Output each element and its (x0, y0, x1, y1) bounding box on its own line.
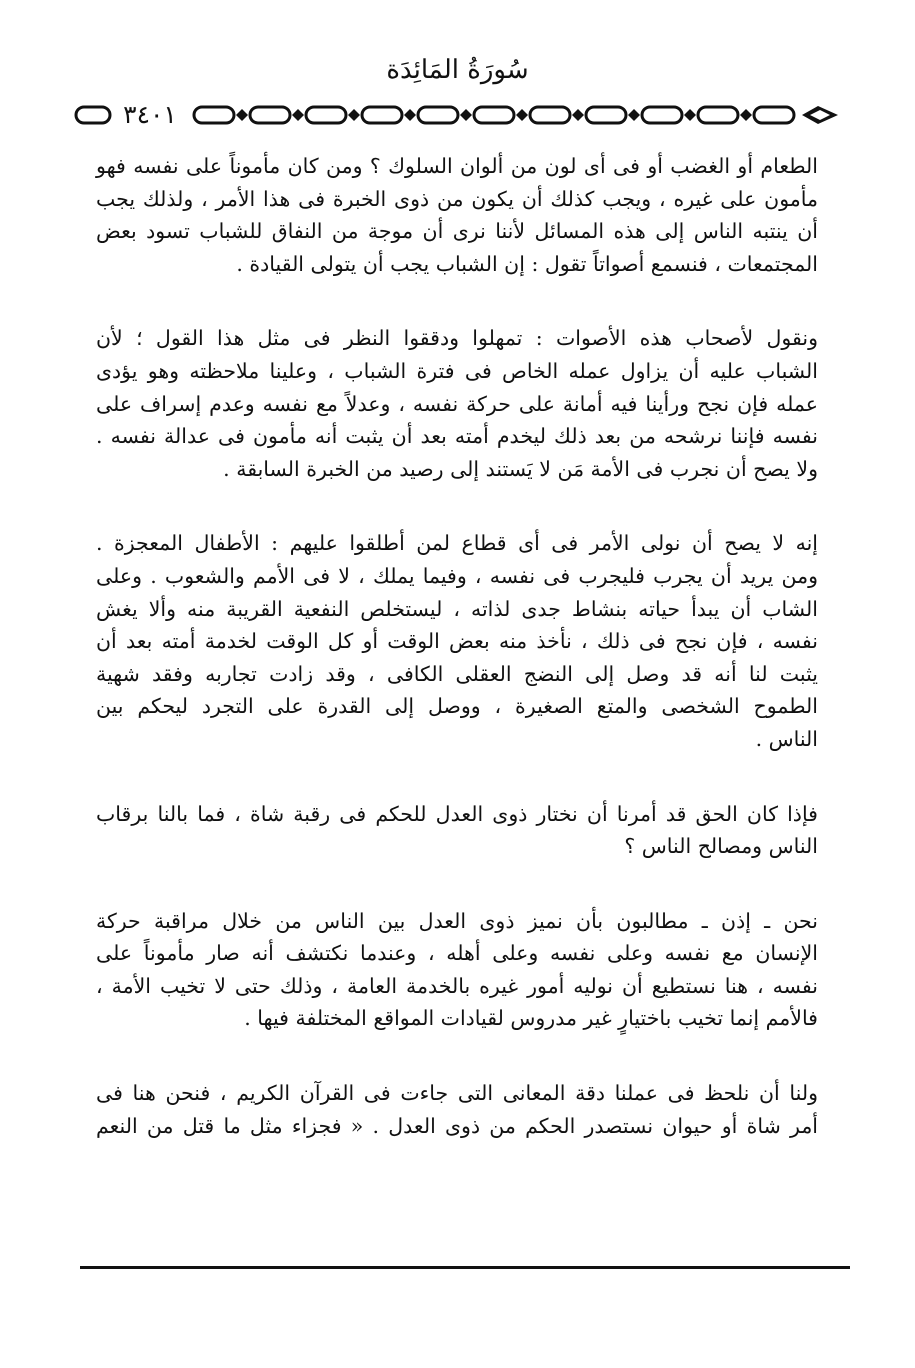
paragraph (96, 905, 818, 1035)
paragraph (96, 798, 818, 863)
text-line: عمله فإن نجح ورأينا فيه أمانة على حركة نفسه ، وعدلاً مع نفسه وعدم إسراف على (96, 391, 818, 416)
text-line: ونقول لأصحاب هذه الأصوات : تمهلوا ودققوا النظر فى مثل هذا القول ؛ لأن (96, 326, 818, 351)
paragraph (96, 322, 818, 485)
text-line: نفسه فإننا نرشحه من بعد ذلك ليخدم أمته بعد أن يثبت أنه مأمون فى عدالة نفسه . (96, 424, 818, 449)
text-line: الناس ومصالح الناس ؟ (624, 834, 818, 859)
text-line: فالأمم إنما تخيب باختيارٍ غير مدروس لقيادات المواقع المختلفة فيها . (244, 1006, 818, 1031)
text-line: الشباب عليه أن يزاول عمله الخاص فى فترة الشباب ، وعلينا ملاحظته وهو يؤدى (96, 358, 818, 383)
paragraph (96, 1077, 818, 1142)
text-line: نحن ـ إذن ـ مطالبون بأن نميز ذوى العدل بين الناس من خلال مراقبة حركة (96, 908, 818, 933)
text-line: يثبت لنا أنه قد وصل إلى النضج العقلى الكافى ، وقد زادت تجاربه وفقد شهية (96, 661, 818, 686)
text-line: الشاب أن يبدأ حياته بنشاط جدى لذاته ، ليستخلص النفعية القريبة منه وألا يغش (96, 596, 818, 621)
paragraph (96, 150, 818, 280)
surah-title: سُورَةُ المَائِدَة (386, 55, 529, 85)
text-line: الناس . (755, 726, 818, 751)
decorative-chain-border (72, 98, 852, 132)
text-line: فإذا كان الحق قد أمرنا أن نختار ذوى العدل للحكم فى رقبة شاة ، فما بالنا برقاب (96, 801, 818, 826)
text-line: المجتمعات ، فنسمع أصواتاً تقول : إن الشباب يجب أن يتولى القيادة . (236, 251, 818, 276)
text-line: إنه لا يصح أن نولى الأمر فى أى قطاع لمن أطلقوا عليهم : الأطفال المعجزة . (96, 531, 818, 556)
body-text (96, 150, 818, 1184)
text-line: أن ينتبه الناس إلى هذه المسائل لأننا نرى أن موجة من النفاق للشباب تسود بعض (96, 219, 818, 244)
text-line: نفسه ، هنا نستطيع أن نوليه أمور غيره بالخدمة العامة ، وذلك حتى لا تخيب الأمة ، (96, 973, 818, 998)
text-line: ومن يريد أن يجرب فليجرب فى نفسه ، وفيما يملك ، لا فى الأمم والشعوب . وعلى (96, 563, 818, 588)
text-line: الطعام أو الغضب أو فى أى لون من ألوان السلوك ؟ ومن كان مأموناً على نفسه فهو (96, 154, 818, 178)
text-line: ولنا أن نلحظ فى عملنا دقة المعانى التى جاءت فى القرآن الكريم ، فنحن هنا فى (96, 1081, 818, 1106)
paragraph (96, 527, 818, 755)
chain-ornament-icon (72, 98, 852, 132)
text-line: أمر شاة أو حيوان نستصدر الحكم من ذوى العدل . « فجزاء مثل ما قتل من النعم (96, 1113, 818, 1138)
text-line: ولا يصح أن نجرب فى الأمة مَن لا يَستند إلى رصيد من الخبرة السابقة . (223, 456, 818, 481)
footer-rule (80, 1266, 850, 1269)
text-line: نفسه ، فإن نجح فى ذلك ، نأخذ منه بعض الوقت أو كل الوقت لخدمة أمته بعد أن (96, 629, 818, 654)
page-number: ٣٤٠١ (112, 98, 188, 132)
text-line: مأمون على غيره ، ويجب كذلك أن يكون من ذوى الخبرة فى هذا الأمر ، ولذلك يجب (96, 186, 818, 211)
text-line: الإنسان مع نفسه وعلى نفسه وعلى أهله ، وعندما نكتشف أنه صار مأموناً على (96, 941, 818, 966)
text-line: الطموح الشخصى والمتع الصغيرة ، ووصل إلى القدرة على التجرد ليحكم بين (96, 694, 818, 719)
